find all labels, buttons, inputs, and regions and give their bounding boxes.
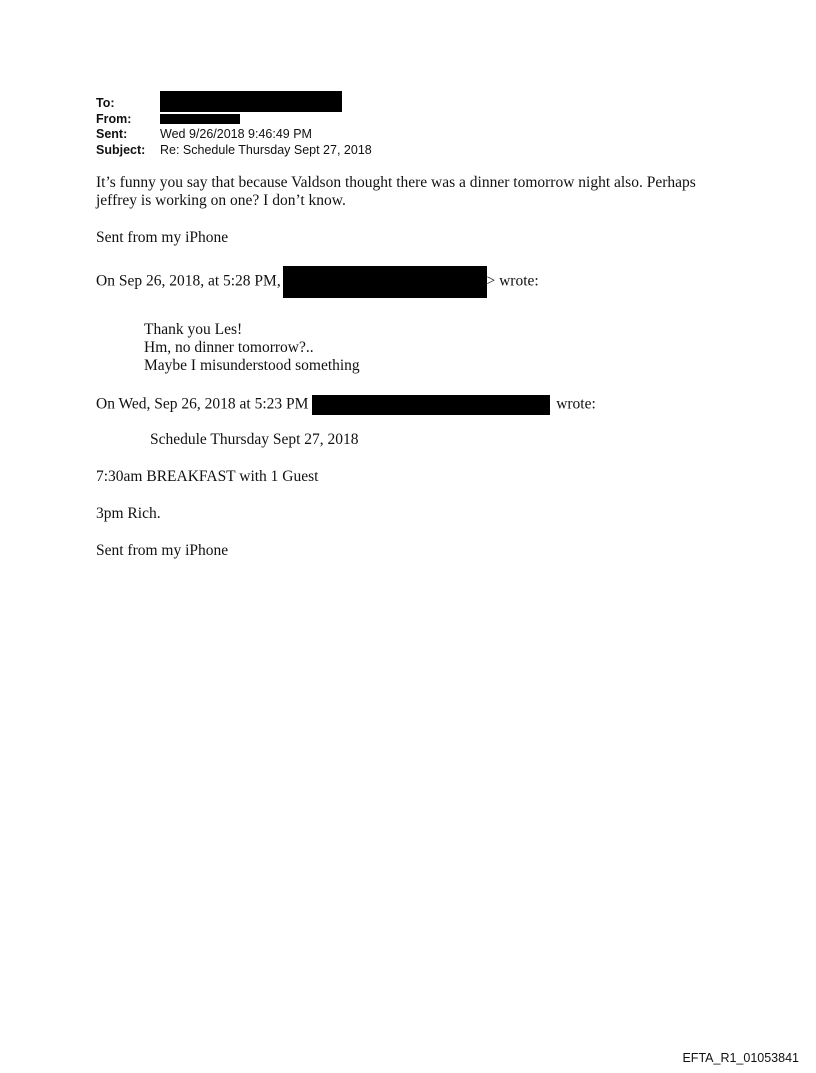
schedule-title: Schedule Thursday Sept 27, 2018 <box>150 431 359 448</box>
quote2-suffix: wrote: <box>556 395 596 413</box>
schedule-item-1: 7:30am BREAKFAST with 1 Guest <box>96 468 319 485</box>
signature-2: Sent from my iPhone <box>96 542 229 559</box>
schedule-item-2: 3pm Rich. <box>96 505 161 522</box>
to-row <box>96 96 372 112</box>
quote1-suffix: > wrote: <box>486 272 539 290</box>
quote2-sender-redaction <box>312 395 550 415</box>
subject-row <box>96 143 372 159</box>
quote1-header <box>96 266 539 298</box>
document-id: EFTA_R1_01053841 <box>682 1051 799 1065</box>
quote2-prefix: On Wed, Sep 26, 2018 at 5:23 PM <box>96 395 309 413</box>
quote1-line-1: Thank you Les! <box>144 321 243 338</box>
quote1-line-2: Hm, no dinner tomorrow?.. <box>144 339 314 356</box>
sent-label: Sent: <box>96 127 128 141</box>
to-label: To: <box>96 96 115 110</box>
subject-value: Re: Schedule Thursday Sept 27, 2018 <box>160 142 372 157</box>
quote1-prefix: On Sep 26, 2018, at 5:28 PM, <box>96 272 281 290</box>
body-line-2: jeffrey is working on one? I don’t know. <box>96 192 346 209</box>
from-label: From: <box>96 111 132 126</box>
quote1-line-3: Maybe I misunderstood something <box>144 357 360 374</box>
from-redaction <box>160 114 240 124</box>
sent-row <box>96 127 372 143</box>
subject-label: Subject: <box>96 142 146 157</box>
quote1-sender-redaction <box>283 266 487 298</box>
quote2-header <box>96 395 596 415</box>
body-line-1: It’s funny you say that because Valdson thought there was a dinner tomorrow night also. Perhaps <box>96 174 696 191</box>
signature-1: Sent from my iPhone <box>96 229 229 246</box>
email-header <box>96 96 372 158</box>
to-redaction <box>160 91 342 112</box>
sent-value: Wed 9/26/2018 9:46:49 PM <box>160 127 312 141</box>
